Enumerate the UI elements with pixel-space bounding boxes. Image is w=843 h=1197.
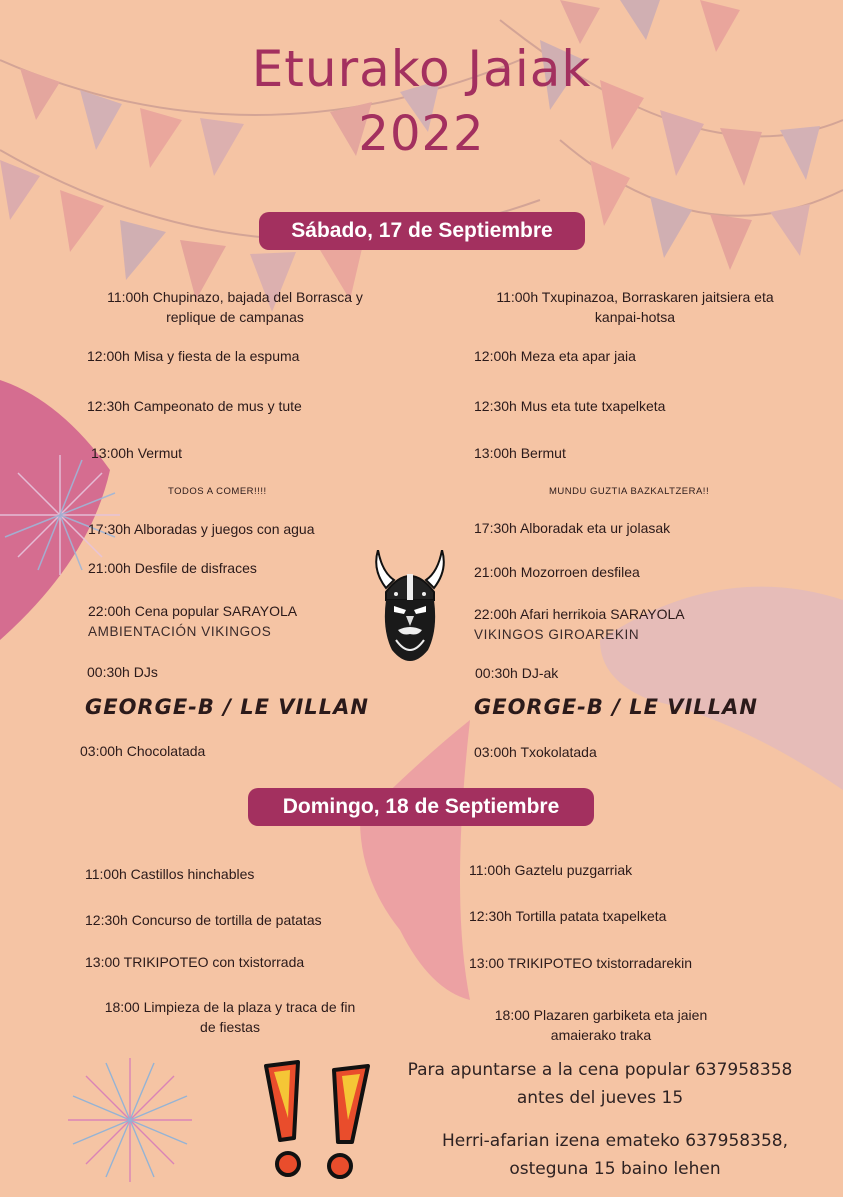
info-es-line-1: Para apuntarse a la cena popular 637958358 — [407, 1060, 793, 1080]
sat-es-event-9: 03:00h Chocolatada — [80, 743, 206, 759]
poster-year: 2022 — [358, 106, 485, 162]
sat-eu-event-4: 13:00h Bermut — [474, 445, 566, 461]
info-es-line-2: antes del jueves 15 — [516, 1088, 684, 1108]
sat-eu-event-2: 12:00h Meza eta apar jaia — [474, 348, 636, 364]
pink-brush-center — [360, 720, 470, 1000]
sat-es-event-7-sub: AMBIENTACIÓN VIKINGOS — [88, 624, 272, 639]
sun-es-event-4-line-2: de fiestas — [200, 1019, 260, 1035]
sat-eu-event-7: 22:00h Afari herrikoia SARAYOLA — [474, 606, 685, 622]
sat-es-event-7: 22:00h Cena popular SARAYOLA — [88, 603, 298, 619]
sun-es-event-4-line-1: 18:00 Limpieza de la plaza y traca de fin — [104, 999, 356, 1015]
sat-es-djs: GEORGE-B / LE VILLAN — [85, 695, 369, 719]
info-es — [395, 1056, 805, 1112]
sat-es-event-3: 12:30h Campeonato de mus y tute — [87, 398, 302, 414]
sun-es-event-3: 13:00 TRIKIPOTEO con txistorrada — [85, 954, 305, 970]
sat-eu-event-9: 03:00h Txokolatada — [474, 744, 597, 760]
sat-eu-event-8: 00:30h DJ-ak — [475, 665, 559, 681]
sat-eu-event-6: 21:00h Mozorroen desfilea — [474, 564, 640, 580]
sat-es-event-4: 13:00h Vermut — [91, 445, 183, 461]
poster-title: Eturako Jaiak — [251, 40, 592, 98]
sat-eu-event-1-line-1: 11:00h Txupinazoa, Borraskaren jaitsiera eta — [496, 289, 774, 305]
info-eu — [430, 1127, 800, 1183]
firework-burst — [0, 455, 120, 575]
sat-es-event-8: 00:30h DJs — [87, 664, 158, 680]
sun-es-event-2: 12:30h Concurso de tortilla de patatas — [85, 912, 322, 928]
sat-eu-djs: GEORGE-B / LE VILLAN — [474, 695, 758, 719]
sat-eu-event-5: 17:30h Alboradak eta ur jolasak — [474, 520, 671, 536]
sun-eu-event-1: 11:00h Gaztelu puzgarriak — [469, 862, 633, 878]
exclamation-marks-icon — [258, 1058, 378, 1183]
firework-burst — [68, 1058, 192, 1182]
sun-eu-event-4-line-1: 18:00 Plazaren garbiketa eta jaien — [494, 1007, 708, 1023]
info-eu-line-2: osteguna 15 baino lehen — [509, 1159, 721, 1179]
sun-eu-event-4 — [466, 1005, 736, 1045]
sat-es-event-5: 17:30h Alboradas y juegos con agua — [88, 521, 315, 537]
sat-es-event-6: 21:00h Desfile de disfraces — [88, 560, 257, 576]
viking-head-icon — [372, 550, 448, 670]
saturday-header: Sábado, 17 de Septiembre — [259, 212, 585, 250]
sun-eu-event-3: 13:00 TRIKIPOTEO txistorradarekin — [469, 955, 693, 971]
sun-eu-event-2: 12:30h Tortilla patata txapelketa — [469, 908, 667, 924]
sat-es-event-2: 12:00h Misa y fiesta de la espuma — [87, 348, 300, 364]
sat-eu-event-7-sub: VIKINGOS GIROAREKIN — [474, 627, 640, 642]
sat-eu-event-3: 12:30h Mus eta tute txapelketa — [474, 398, 666, 414]
sat-es-event-1-line-2: replique de campanas — [166, 309, 304, 325]
sat-eu-lunch: MUNDU GUZTIA BAZKALTZERA!! — [549, 486, 710, 497]
sat-eu-event-1-line-2: kanpai-hotsa — [594, 309, 676, 325]
sun-es-event-4 — [80, 997, 380, 1037]
sat-es-lunch: TODOS A COMER!!!! — [168, 486, 267, 497]
sat-es-event-1 — [80, 287, 390, 327]
info-eu-line-1: Herri-afarian izena emateko 637958358, — [442, 1131, 788, 1151]
sunday-header: Domingo, 18 de Septiembre — [248, 788, 594, 826]
sat-eu-event-1 — [470, 287, 800, 327]
sun-eu-event-4-line-2: amaierako traka — [550, 1027, 652, 1043]
sun-es-event-1: 11:00h Castillos hinchables — [85, 866, 255, 882]
sat-es-event-1-line-1: 11:00h Chupinazo, bajada del Borrasca y — [107, 289, 363, 305]
